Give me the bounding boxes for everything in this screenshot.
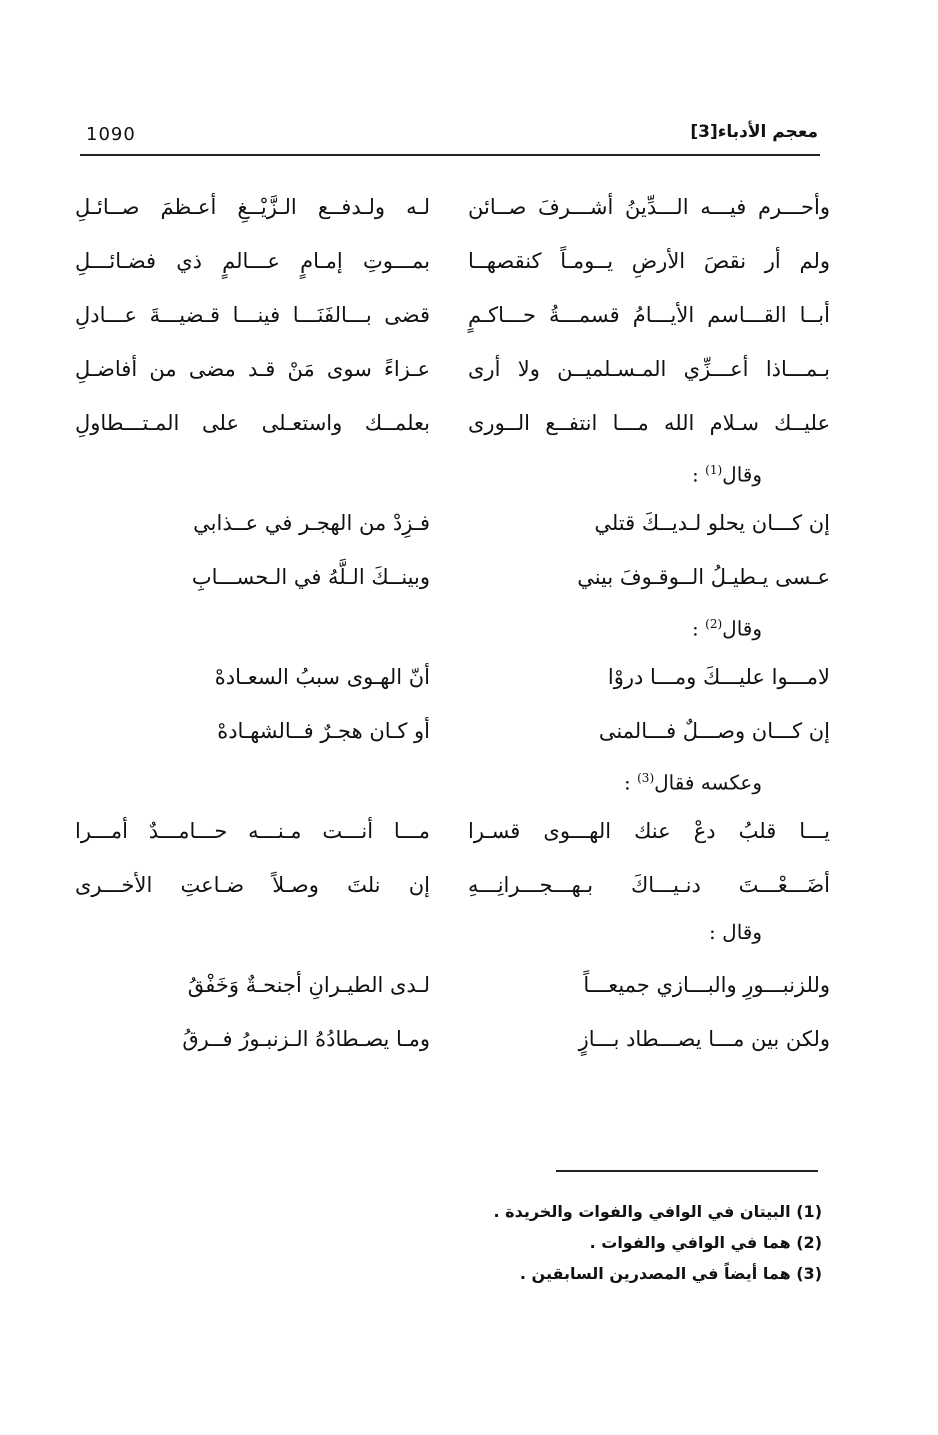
- first-hemistich: ولم أر نقصَ الأرضِ يــومـاً كنقصهــا: [468, 249, 830, 273]
- second-hemistich: أو كـان هجـرٌ فــالشهـادهْ: [217, 719, 430, 743]
- verse-line: [70, 496, 830, 550]
- intro-colon: :: [624, 770, 631, 795]
- first-hemistich: عليــك سـلام الله مـــا انتفــع الــورى: [468, 411, 830, 435]
- verse-line: [70, 550, 830, 604]
- second-hemistich: فـزِدْ من الهجـر في عــذابي: [193, 511, 430, 535]
- intro-colon: :: [692, 462, 699, 487]
- running-title: معجم الأدباء[3]: [690, 122, 818, 142]
- verse-line: [70, 650, 830, 704]
- intro-colon: :: [692, 616, 699, 641]
- verse-line: [70, 958, 830, 1012]
- verse-line: [70, 288, 830, 342]
- first-hemistich: عـسى يـطيـلُ الــوقـوفَ بيني: [577, 565, 830, 589]
- first-hemistich: وللزنبـــورِ والبـــازي جميعـــاً: [583, 973, 830, 997]
- poem-block: [70, 496, 830, 604]
- first-hemistich: أبــا القـــاسم الأيـــامُ قسمـــةُ حـــاكـمٍ: [468, 303, 830, 327]
- poem-intro: [70, 450, 830, 496]
- second-hemistich: قضى بـــالفَنَـــا فينـــا قـضيـــةَ عـــادلِ: [75, 303, 430, 327]
- second-hemistich: ومـا يصـطادُهُ الـزنبـورُ فــرقُ: [182, 1027, 430, 1051]
- footnote-ref: (2): [705, 617, 723, 631]
- verse-line: [70, 180, 830, 234]
- poem-intro: [70, 604, 830, 650]
- second-hemistich: بعلمــك واستعـلى على المـتـــطاولِ: [75, 411, 430, 435]
- second-hemistich: عـزاءً سوى مَنْ قـد مضى من أفاضـلِ: [75, 357, 430, 381]
- verse-line: [70, 234, 830, 288]
- page-number: 1090: [86, 124, 136, 145]
- poem-block: [70, 804, 830, 912]
- poem-block: [70, 650, 830, 758]
- poem-intro: [70, 912, 830, 958]
- second-hemistich: لـدى الطيـرانِ أجنحـةٌ وَخَفْقُ: [187, 973, 430, 997]
- footnote-1: (1) البيتان في الوافي والفوات والخريدة .: [493, 1202, 822, 1221]
- second-hemistich: إن نلتَ وصـلاً ضـاعتِ الأخـــرى: [75, 873, 430, 897]
- intro-colon: :: [709, 920, 716, 944]
- intro-text: وقال: [722, 462, 762, 487]
- intro-text: وقال: [722, 920, 762, 944]
- verse-line: [70, 704, 830, 758]
- first-hemistich: ولكن بين مـــا يصـــطاد بـــازٍ: [578, 1027, 830, 1051]
- second-hemistich: وبينــكَ الـلَّهُ في الـحســـابِ: [191, 565, 430, 589]
- first-hemistich: بـمـــاذا أعـــزِّي المـسـلميــن ولا أرى: [468, 357, 830, 381]
- second-hemistich: أنّ الهـوى سببُ السعـادهْ: [214, 665, 430, 689]
- verse-line: [70, 1012, 830, 1066]
- verse-line: [70, 342, 830, 396]
- verse-line: [70, 396, 830, 450]
- footnote-2: (2) هما في الوافي والفوات .: [589, 1233, 822, 1252]
- poem-block: [70, 180, 830, 450]
- poem-body: [70, 180, 830, 1066]
- footnote-divider: [556, 1170, 818, 1172]
- footnote-ref: (3): [637, 771, 655, 785]
- first-hemistich: إن كـــان وصـــلٌ فـــالمنى: [598, 719, 830, 743]
- intro-text: وعكسه فقال: [654, 770, 762, 795]
- second-hemistich: مـــا أنـــت مـنـــه حـــامـــدٌ أمـــرا: [75, 819, 430, 843]
- second-hemistich: لـه ولـدفــع الـزَّيْــغِ أعـظمَ صــائـلِ: [75, 195, 430, 219]
- first-hemistich: إن كـــان يحلو لـديــكَ قتلي: [594, 511, 830, 535]
- second-hemistich: بمـــوتِ إمـامٍ عـــالمٍ ذي فضـائـــلِ: [75, 249, 430, 273]
- first-hemistich: يـــا قلبُ دعْ عنك الهـــوى قسـرا: [468, 819, 830, 843]
- first-hemistich: وأحـــرم فيـــه الـــدِّينُ أشـــرفَ صــائن: [468, 195, 830, 219]
- first-hemistich: لامـــوا عليـــكَ ومـــا دروْا: [607, 665, 830, 689]
- verse-line: [70, 804, 830, 858]
- intro-text: وقال: [722, 616, 762, 641]
- footnote-ref: (1): [705, 463, 723, 477]
- page-header: [80, 118, 820, 156]
- poem-block: [70, 958, 830, 1066]
- verse-line: [70, 858, 830, 912]
- footnote-3: (3) هما أيضاً في المصدرين السابقين .: [519, 1264, 822, 1283]
- footnotes: [402, 1196, 822, 1289]
- poem-intro: [70, 758, 830, 804]
- first-hemistich: أضَـــعْـــتَ دنـيـــاكَ بـهـــجـــرانِـــهِ: [468, 873, 830, 897]
